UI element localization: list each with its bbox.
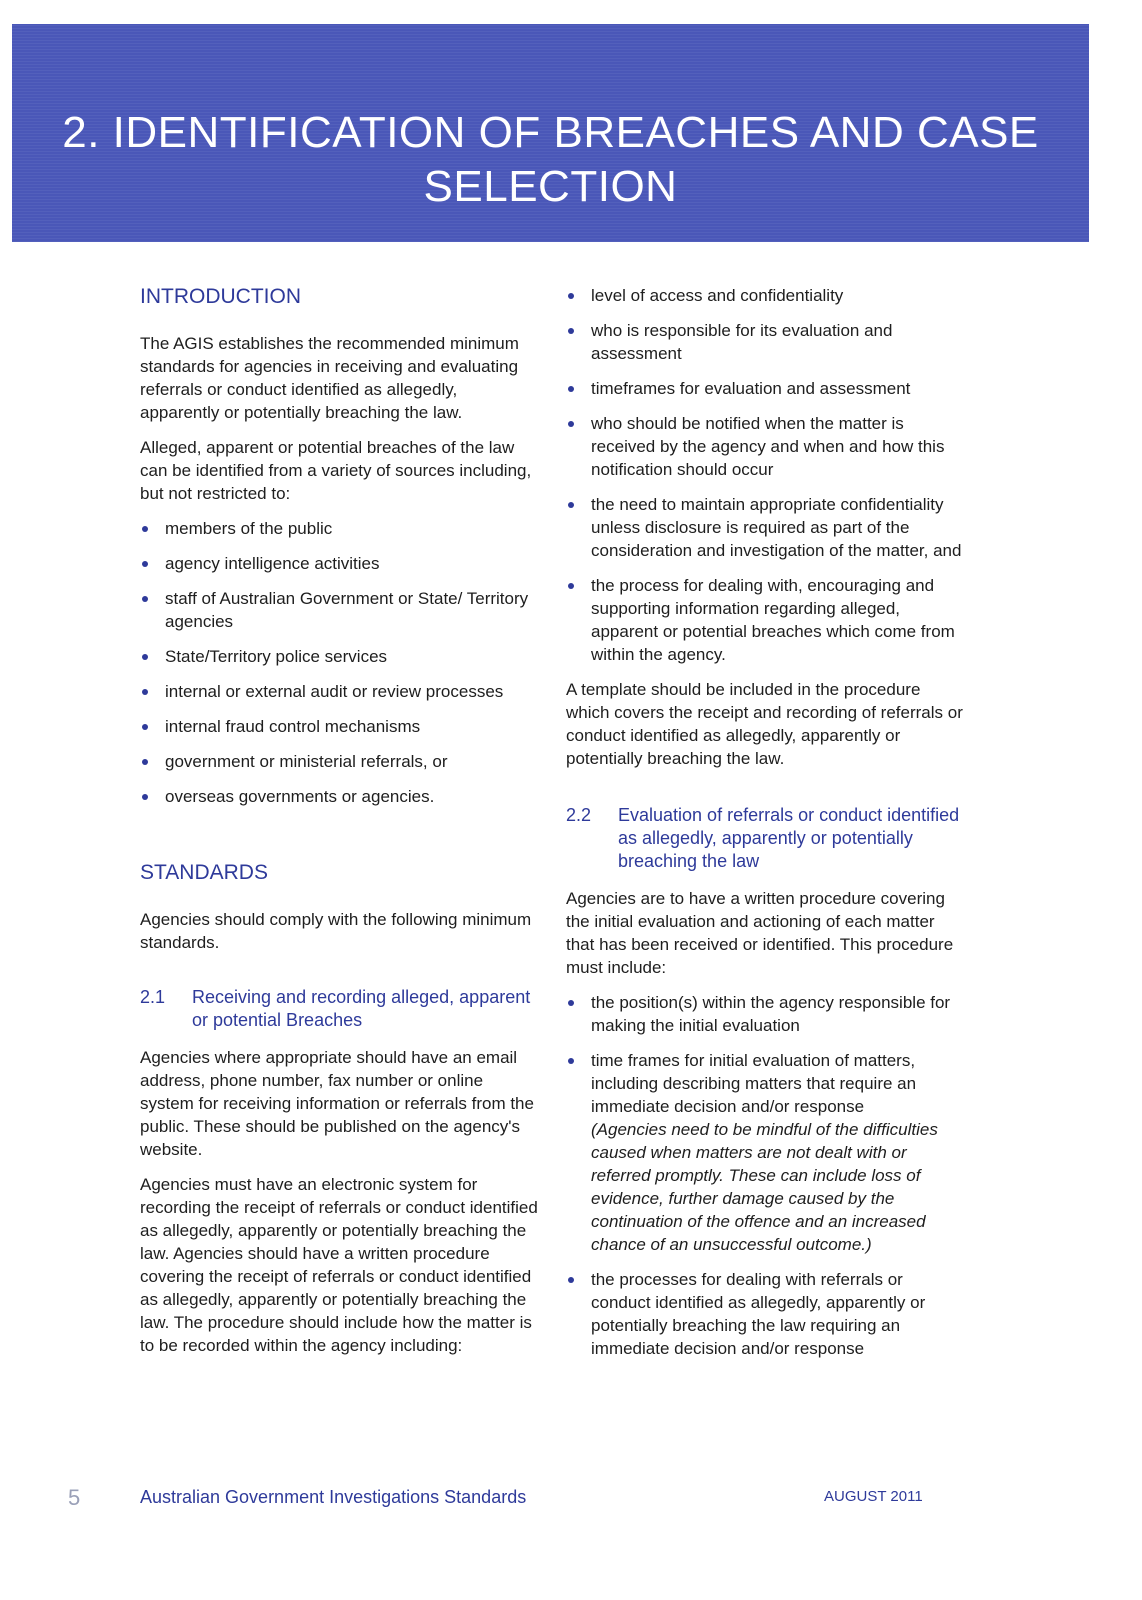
- list-item: internal or external audit or review processes: [140, 680, 540, 703]
- list-item: government or ministerial referrals, or: [140, 750, 540, 773]
- list-item: who should be notified when the matter is received by the agency and when and how this notification should occur: [566, 412, 966, 481]
- list-item: who is responsible for its evaluation and assessment: [566, 319, 966, 365]
- page-title: 2. IDENTIFICATION OF BREACHES AND CASE SELECTION: [62, 108, 1039, 211]
- list-item: State/Territory police services: [140, 645, 540, 668]
- list-item-text: the processes for dealing with referrals or conduct identified as allegedly, apparently or potentially breaching the law requiring an immediate decision and/or response: [591, 1270, 926, 1358]
- evaluation-procedure-list: [566, 991, 966, 1360]
- list-item-text: the position(s) within the agency responsible for making the initial evaluation: [591, 993, 951, 1035]
- section-title: Receiving and recording alleged, apparent or potential Breaches: [192, 987, 531, 1030]
- section-number: 2.2: [566, 805, 592, 825]
- section-number: 2.1: [140, 987, 166, 1007]
- template-paragraph: A template should be included in the procedure which covers the receipt and recording of referrals or conduct identified as allegedly, apparently or potentially breaching the law.: [566, 680, 963, 768]
- section-title: Evaluation of referrals or conduct identified as allegedly, apparently or potentially breaching the law: [618, 805, 960, 871]
- list-item: [566, 1049, 966, 1256]
- list-item: [566, 1268, 966, 1360]
- section-2-2-heading: [566, 804, 966, 873]
- section-2-1-paragraph: Agencies where appropriate should have an email address, phone number, fax number or online system for receiving information or referrals from the public. These should be published on the agency's website.: [140, 1048, 534, 1159]
- introduction-paragraph: Alleged, apparent or potential breaches of the law can be identified from a variety of sources including, but not restricted to:: [140, 438, 532, 503]
- list-item: internal fraud control mechanisms: [140, 715, 540, 738]
- right-column: [566, 284, 966, 1372]
- recording-procedure-list: [566, 284, 966, 666]
- introduction-heading: INTRODUCTION: [140, 285, 301, 308]
- list-item: agency intelligence activities: [140, 552, 540, 575]
- left-column: [140, 284, 540, 1369]
- list-item: members of the public: [140, 517, 540, 540]
- section-2-2-paragraph: Agencies are to have a written procedure covering the initial evaluation and actioning of each matter that has been received or identified. This procedure must include:: [566, 889, 954, 977]
- list-item: [566, 991, 966, 1037]
- page-number: 5: [68, 1485, 81, 1510]
- list-item: the process for dealing with, encouraging and supporting information regarding alleged, apparent or potential breaches which come from within the agency.: [566, 574, 966, 666]
- publication-title: Australian Government Investigations Standards: [140, 1487, 527, 1507]
- list-item: staff of Australian Government or State/ Territory agencies: [140, 587, 540, 633]
- standards-paragraph: Agencies should comply with the following minimum standards.: [140, 910, 532, 952]
- list-item: timeframes for evaluation and assessment: [566, 377, 966, 400]
- list-item-text: time frames for initial evaluation of matters, including describing matters that require an immediate decision and/or response: [591, 1051, 917, 1116]
- list-item: the need to maintain appropriate confidentiality unless disclosure is required as part of the consideration and investigation of the matter, and: [566, 493, 966, 562]
- standards-heading: STANDARDS: [140, 861, 268, 884]
- sources-list: [140, 517, 540, 808]
- section-2-1-heading: [140, 986, 540, 1032]
- introduction-paragraph: The AGIS establishes the recommended minimum standards for agencies in receiving and evaluating referrals or conduct identified as allegedly, apparently or potentially breaching the law.: [140, 334, 519, 422]
- title-banner: [12, 24, 1089, 242]
- publication-date: AUGUST 2011: [824, 1488, 923, 1505]
- list-item: level of access and confidentiality: [566, 284, 966, 307]
- section-2-1-paragraph: Agencies must have an electronic system for recording the receipt of referrals or conduct identified as allegedly, apparently or potentially breaching the law. Agencies should have a written procedure covering the receipt of referrals or conduct identified as allegedly, apparently or potentially breaching the law. The procedure should include how the matter is to be recorded within the agency including:: [140, 1175, 538, 1355]
- list-item-note: (Agencies need to be mindful of the difficulties caused when matters are not dealt with or referred promptly. These can include loss of evidence, further damage caused by the continuation of the offence and an increased chance of an unsuccessful outcome.): [591, 1120, 938, 1254]
- list-item: overseas governments or agencies.: [140, 785, 540, 808]
